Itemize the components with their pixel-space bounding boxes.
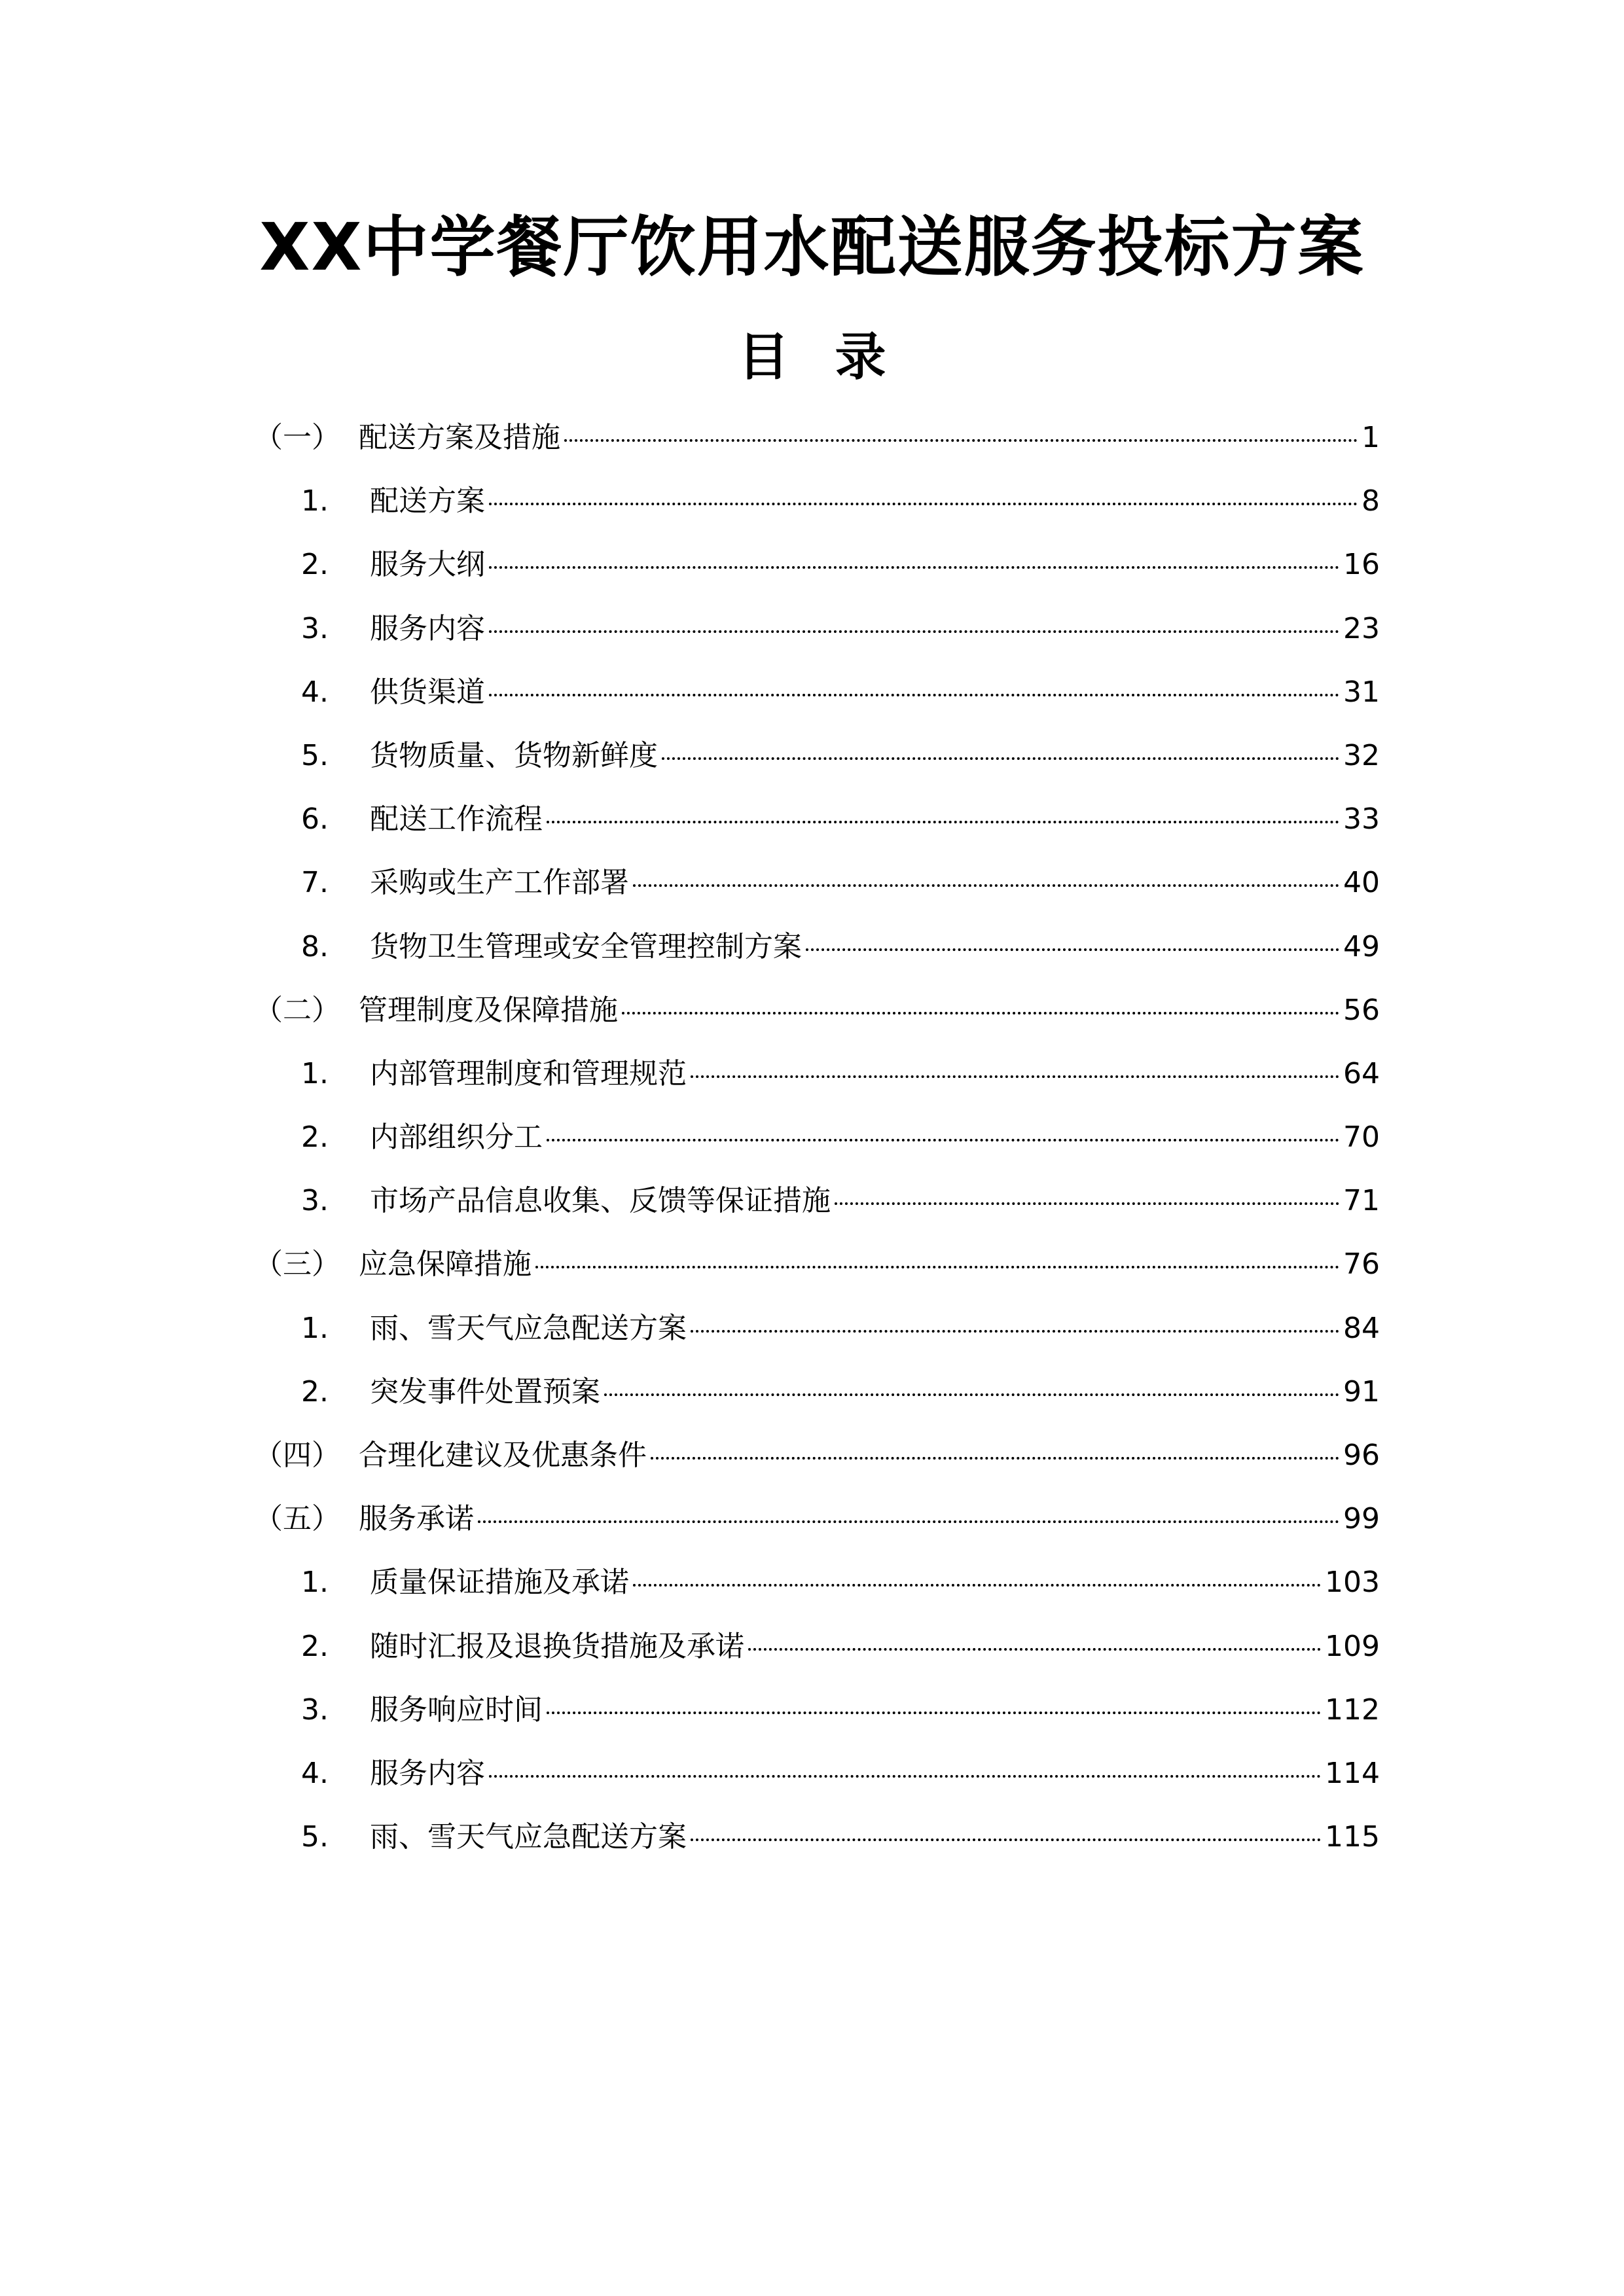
toc-entry[interactable] (254, 724, 1380, 787)
toc-entry[interactable] (254, 1297, 1380, 1360)
toc-entry-label: 服务大纲 (370, 548, 485, 582)
toc-entry-number: 3. (301, 1184, 329, 1218)
table-of-contents (254, 406, 1380, 1869)
toc-entry-label: 采购或生产工作部署 (370, 866, 629, 900)
toc-entry-label: 内部组织分工 (370, 1121, 543, 1155)
toc-dot-leader (535, 1266, 1339, 1268)
toc-entry-page: 23 (1343, 611, 1380, 645)
toc-entry-label: 合理化建议及优惠条件 (359, 1439, 647, 1472)
toc-entry[interactable] (254, 1042, 1380, 1105)
toc-entry[interactable] (254, 1615, 1380, 1678)
toc-entry-number: 2. (301, 1121, 329, 1155)
toc-entry-page: 114 (1325, 1756, 1380, 1790)
toc-dot-leader (547, 1712, 1321, 1714)
toc-dot-leader (748, 1648, 1321, 1651)
toc-entry-label: 配送方案 (370, 484, 485, 518)
toc-heading: 目录 (738, 328, 932, 387)
toc-entry-page: 115 (1325, 1820, 1380, 1854)
toc-dot-leader (489, 503, 1358, 505)
toc-entry-page: 56 (1343, 993, 1380, 1027)
toc-entry-label: 服务响应时间 (370, 1693, 543, 1727)
toc-entry-page: 33 (1343, 802, 1380, 836)
toc-entry[interactable] (254, 1232, 1380, 1296)
toc-entry-label: 内部管理制度和管理规范 (370, 1056, 687, 1090)
toc-entry-label: 雨、雪天气应急配送方案 (370, 1820, 687, 1854)
toc-entry[interactable] (254, 1487, 1380, 1551)
toc-entry-label: 管理制度及保障措施 (359, 993, 618, 1027)
toc-entry-number: 1. (301, 1311, 329, 1345)
toc-dot-leader (622, 1012, 1339, 1014)
toc-entry-number: （三） (254, 1247, 340, 1282)
toc-entry-number: （四） (254, 1439, 340, 1472)
toc-entry-page: 109 (1325, 1629, 1380, 1663)
toc-entry[interactable] (254, 1551, 1380, 1614)
toc-entry-page: 112 (1325, 1693, 1380, 1727)
toc-entry-number: （二） (254, 993, 340, 1027)
toc-entry-page: 99 (1343, 1502, 1380, 1536)
toc-entry-label: 服务承诺 (359, 1502, 474, 1536)
toc-entry-page: 71 (1343, 1184, 1380, 1218)
toc-entry[interactable] (254, 1105, 1380, 1169)
toc-entry-label: 应急保障措施 (359, 1247, 532, 1282)
toc-entry-number: 4. (301, 675, 329, 709)
document-title: XX中学餐厅饮用水配送服务投标方案 (259, 209, 1365, 285)
toc-entry-page: 31 (1343, 675, 1380, 709)
toc-dot-leader (633, 884, 1339, 887)
toc-dot-leader (633, 1584, 1321, 1587)
toc-entry-number: （五） (254, 1502, 340, 1536)
toc-entry-number: 5. (301, 738, 329, 772)
toc-entry[interactable] (254, 1360, 1380, 1424)
toc-entry[interactable] (254, 1424, 1380, 1487)
toc-entry-page: 96 (1343, 1439, 1380, 1472)
toc-dot-leader (806, 948, 1339, 951)
toc-entry-page: 91 (1343, 1374, 1380, 1408)
toc-entry-label: 市场产品信息收集、反馈等保证措施 (370, 1184, 831, 1218)
toc-dot-leader (691, 1330, 1339, 1333)
toc-entry-label: 配送工作流程 (370, 802, 543, 836)
toc-entry-page: 103 (1325, 1566, 1380, 1600)
toc-dot-leader (478, 1520, 1339, 1523)
toc-entry-number: 1. (301, 1566, 329, 1600)
toc-entry-label: 服务内容 (370, 611, 485, 645)
toc-entry-page: 76 (1343, 1247, 1380, 1282)
toc-entry-label: 服务内容 (370, 1756, 485, 1790)
toc-entry-number: 2. (301, 1374, 329, 1408)
toc-entry-page: 1 (1362, 421, 1380, 454)
toc-dot-leader (489, 630, 1339, 633)
toc-entry-page: 8 (1362, 484, 1380, 518)
toc-dot-leader (489, 566, 1339, 569)
toc-dot-leader (651, 1457, 1339, 1460)
toc-entry[interactable] (254, 469, 1380, 533)
toc-entry-page: 70 (1343, 1121, 1380, 1155)
toc-dot-leader (547, 821, 1339, 823)
toc-entry-label: 货物卫生管理或安全管理控制方案 (370, 929, 802, 963)
toc-entry[interactable] (254, 915, 1380, 978)
toc-dot-leader (489, 1775, 1321, 1778)
toc-entry[interactable] (254, 978, 1380, 1042)
toc-entry[interactable] (254, 1742, 1380, 1805)
toc-entry-label: 货物质量、货物新鲜度 (370, 738, 658, 772)
toc-entry[interactable] (254, 597, 1380, 660)
toc-entry-number: 2. (301, 548, 329, 582)
toc-entry-number: 6. (301, 802, 329, 836)
toc-dot-leader (489, 694, 1339, 696)
toc-entry[interactable] (254, 1169, 1380, 1232)
toc-entry-label: 突发事件处置预案 (370, 1374, 600, 1408)
toc-entry-label: 雨、雪天气应急配送方案 (370, 1311, 687, 1345)
toc-entry[interactable] (254, 1678, 1380, 1742)
toc-entry[interactable] (254, 406, 1380, 469)
toc-dot-leader (691, 1075, 1339, 1078)
toc-entry-number: 8. (301, 929, 329, 963)
toc-entry-label: 质量保证措施及承诺 (370, 1566, 629, 1600)
toc-entry-page: 49 (1343, 929, 1380, 963)
toc-entry-number: 1. (301, 484, 329, 518)
toc-entry-number: 3. (301, 611, 329, 645)
toc-dot-leader (604, 1393, 1339, 1396)
toc-entry-number: （一） (254, 421, 340, 454)
toc-entry-label: 供货渠道 (370, 675, 485, 709)
toc-entry[interactable] (254, 787, 1380, 851)
toc-entry[interactable] (254, 533, 1380, 596)
toc-dot-leader (564, 439, 1358, 442)
toc-entry-number: 5. (301, 1820, 329, 1854)
toc-dot-leader (835, 1202, 1339, 1205)
toc-entry[interactable] (254, 660, 1380, 724)
toc-entry-number: 7. (301, 866, 329, 900)
toc-entry[interactable] (254, 851, 1380, 914)
toc-entry-number: 2. (301, 1629, 329, 1663)
toc-entry[interactable] (254, 1805, 1380, 1869)
toc-dot-leader (691, 1839, 1321, 1841)
toc-dot-leader (547, 1139, 1339, 1141)
toc-entry-number: 4. (301, 1756, 329, 1790)
toc-entry-label: 随时汇报及退换货措施及承诺 (370, 1629, 744, 1663)
toc-entry-page: 64 (1343, 1056, 1380, 1090)
toc-entry-page: 40 (1343, 866, 1380, 900)
toc-dot-leader (662, 757, 1339, 760)
toc-entry-number: 1. (301, 1056, 329, 1090)
toc-entry-label: 配送方案及措施 (359, 421, 560, 454)
toc-entry-page: 84 (1343, 1311, 1380, 1345)
toc-entry-page: 16 (1343, 548, 1380, 582)
toc-entry-number: 3. (301, 1693, 329, 1727)
toc-entry-page: 32 (1343, 738, 1380, 772)
